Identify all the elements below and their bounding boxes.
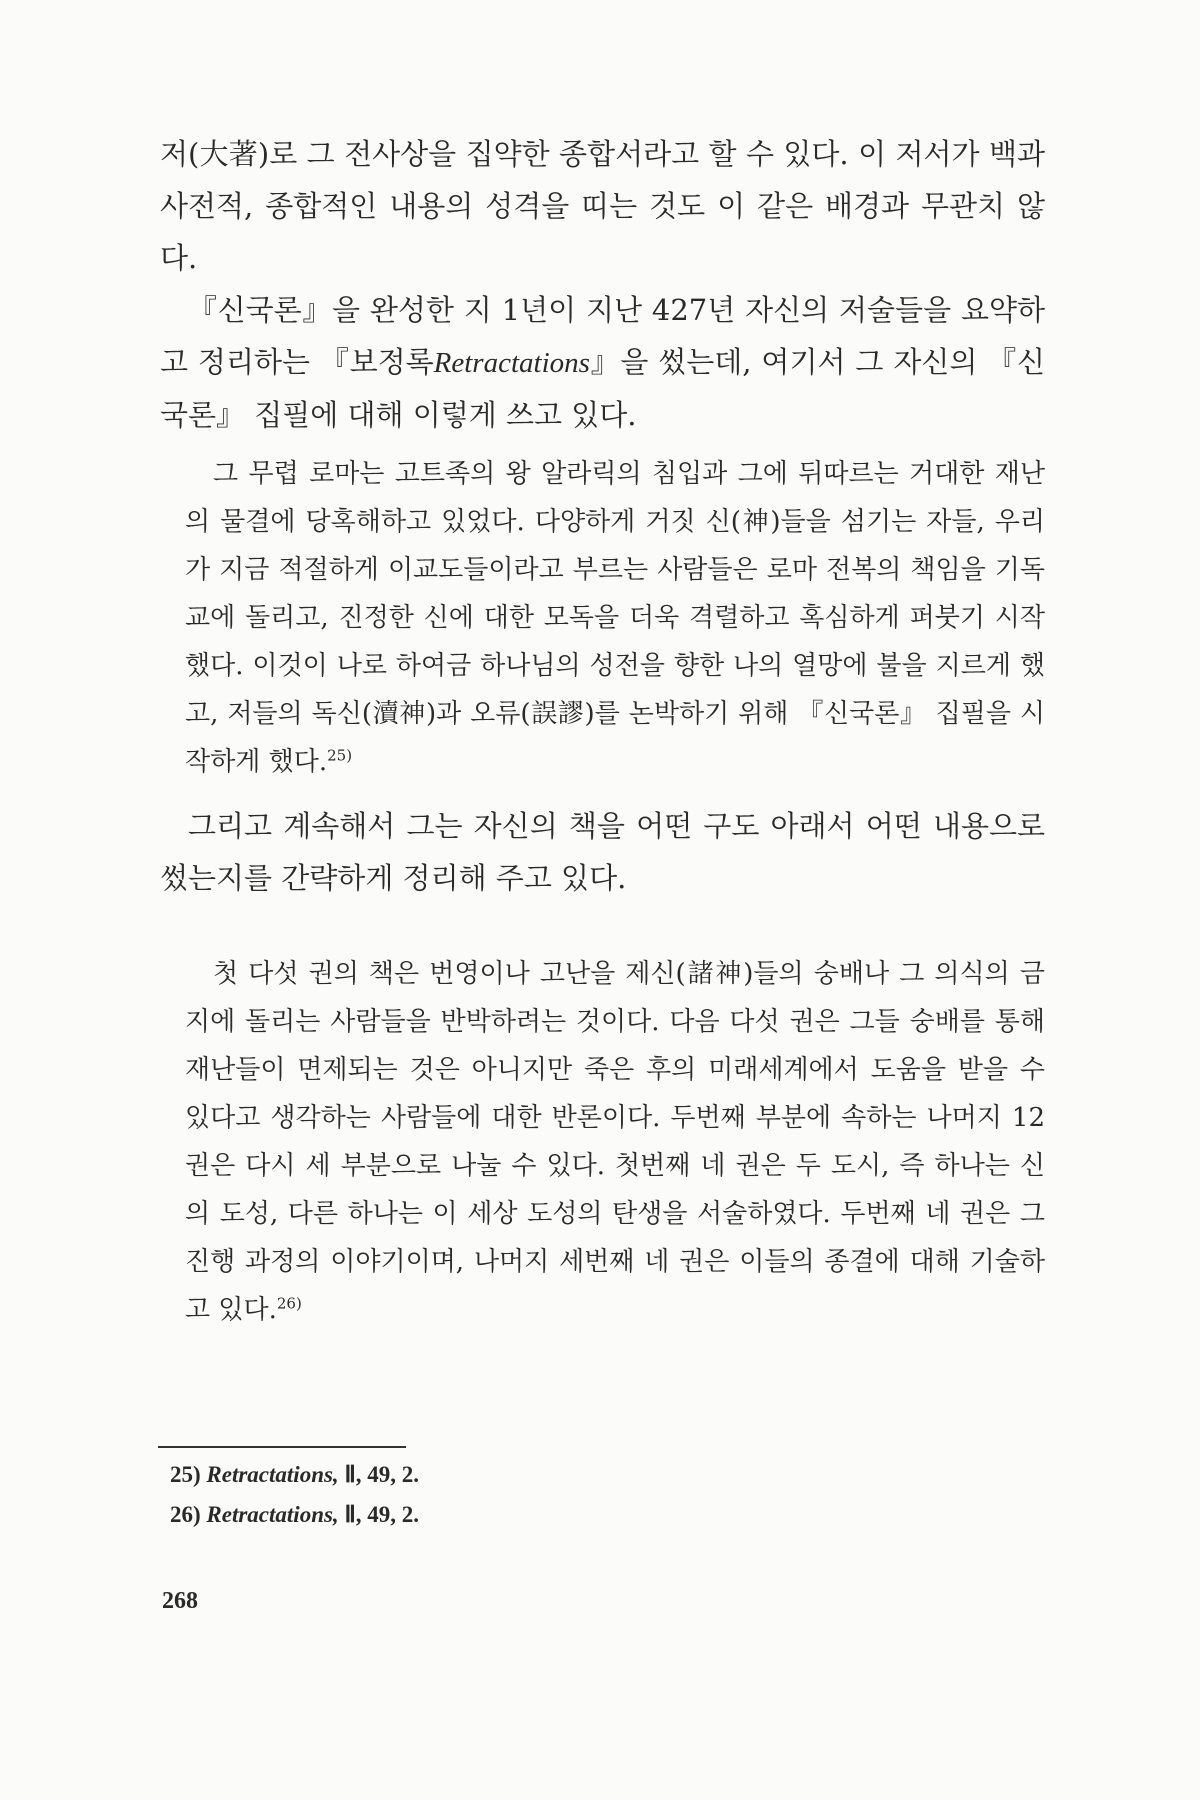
paragraph-2-text-b: 』을 썼는데, 여기서 그 자신의 『신국론』 집필에 대해 이렇게 쓰고 있다. (160, 345, 1045, 432)
paragraph-1-text: 저(大著)로 그 전사상을 집약한 종합서라고 할 수 있다. 이 저서가 백과사전적, 종합적인 내용의 성격을 띠는 것도 이 같은 배경과 무관치 않다. (160, 137, 1045, 275)
block-quote-2 (185, 950, 1045, 1334)
footnote-work: Retractations, (206, 1462, 339, 1487)
footnote-25 (170, 1455, 419, 1495)
footnote-ref-25: 25) (327, 746, 353, 765)
block-quote-2-text: 첫 다섯 권의 책은 번영이나 고난을 제신(諸神)들의 숭배나 그 의식의 금지에 돌리는 사람들을 반박하려는 것이다. 다음 다섯 권은 그들 숭배를 통해 재난들이 면제되는 것은 아니지만 죽은 후의 미래세계에서 도움을 받을 수 있다고 생각하는 사람들에 대한 반론이다. 두번째 부분에 속하는 나머지 12권은 다시 세 부분으로 나눌 수 있다. 첫번째 네 권은 두 도시, 즉 하나는 신의 도성, 다른 하나는 이 세상 도성의 탄생을 서술하였다. 두번째 네 권은 그 진행 과정의 이야기이며, 나머지 세번째 네 권은 이들의 종결에 대해 기술하고 있다. (185, 959, 1045, 1325)
footnote-26 (170, 1495, 419, 1535)
paragraph-2-text-a: 『신국론』을 완성한 지 1년이 지난 427년 자신의 저술들을 요약하고 정리하는 『보정록 (160, 293, 1045, 379)
footnote-number: 25) (170, 1462, 201, 1487)
footnote-reference: Ⅱ, 49, 2. (344, 1502, 420, 1527)
footnote-divider (158, 1446, 406, 1448)
paragraph-2 (160, 284, 1045, 441)
footnote-reference: Ⅱ, 49, 2. (344, 1462, 420, 1487)
footnote-number: 26) (170, 1502, 201, 1527)
footnotes (170, 1455, 419, 1535)
footnote-ref-26: 26) (276, 1294, 302, 1313)
latin-title: Retractations (433, 347, 590, 379)
footnote-work: Retractations, (206, 1502, 339, 1527)
paragraph-1 (160, 128, 1045, 284)
page-number: 268 (162, 1588, 198, 1614)
paragraph-3-text: 그리고 계속해서 그는 자신의 책을 어떤 구도 아래서 어떤 내용으로 썼는지를 간략하게 정리해 주고 있다. (160, 809, 1045, 895)
block-quote-1 (185, 450, 1045, 786)
block-quote-1-text: 그 무렵 로마는 고트족의 왕 알라릭의 침입과 그에 뒤따르는 거대한 재난의 물결에 당혹해하고 있었다. 다양하게 거짓 신(神)들을 섬기는 자들, 우리가 지금 적절하게 이교도들이라고 부르는 사람들은 로마 전복의 책임을 기독교에 돌리고, 진정한 신에 대한 모독을 더욱 격렬하고 혹심하게 퍼붓기 시작했다. 이것이 나로 하여금 하나님의 성전을 향한 나의 열망에 불을 지르게 했고, 저들의 독신(瀆神)과 오류(誤謬)를 논박하기 위해 『신국론』 집필을 시작하게 했다. (185, 459, 1045, 777)
paragraph-3 (160, 800, 1045, 904)
